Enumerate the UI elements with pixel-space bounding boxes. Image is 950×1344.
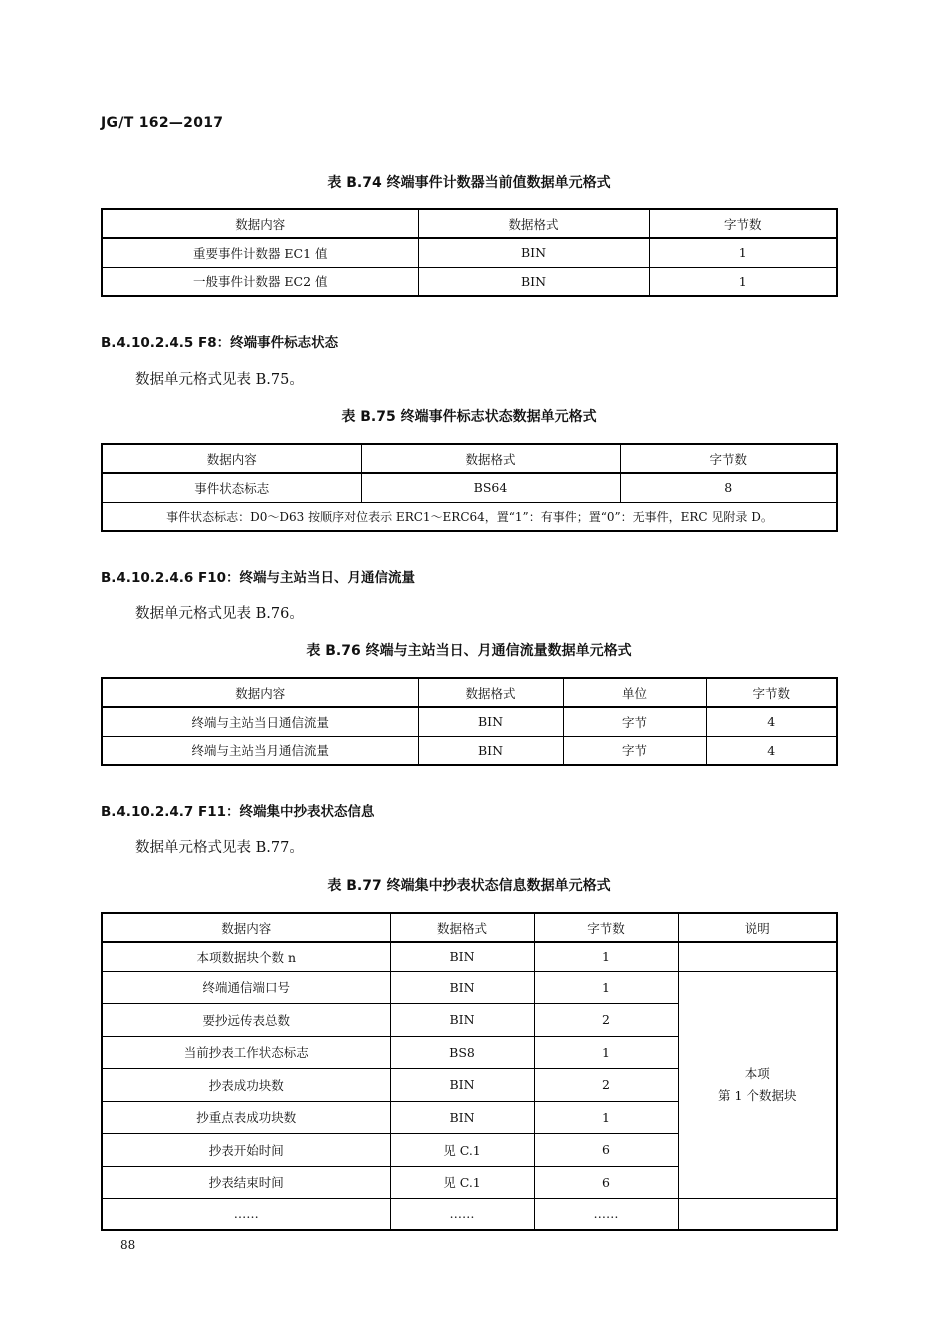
table-cell: BIN (390, 1003, 534, 1036)
table-cell: BIN (418, 707, 563, 736)
table-b76 (101, 677, 838, 766)
table-cell: 见 C.1 (390, 1166, 534, 1198)
table-cell: BIN (418, 267, 649, 296)
note-line: 第 1 个数据块 (718, 1087, 797, 1103)
table-cell: 抄表成功块数 (102, 1068, 390, 1101)
standard-id: JG/T 162—2017 (101, 115, 224, 131)
table-cell: 4 (706, 707, 837, 736)
table-cell: BIN (390, 971, 534, 1003)
table-cell: 6 (534, 1166, 678, 1198)
table-header-cell: 数据内容 (102, 444, 361, 473)
table-cell: 2 (534, 1068, 678, 1101)
table-cell: 本项数据块个数 n (102, 942, 390, 971)
table-header-cell: 数据格式 (418, 209, 649, 238)
section-heading-f11: B.4.10.2.4.7 F11：终端集中抄表状态信息 (101, 804, 375, 820)
table-row (102, 238, 837, 267)
table-header-cell: 数据格式 (361, 444, 620, 473)
table-cell: 一般事件计数器 EC2 值 (102, 267, 418, 296)
table-header-cell: 数据内容 (102, 209, 418, 238)
section-heading-f8: B.4.10.2.4.5 F8：终端事件标志状态 (101, 335, 339, 351)
table-header-cell: 字节数 (620, 444, 837, 473)
table-b74 (101, 208, 838, 297)
note-line: 本项 (744, 1065, 770, 1081)
table-cell: 抄表结束时间 (102, 1166, 390, 1198)
table-cell: BIN (390, 1068, 534, 1101)
table-cell: 事件状态标志 (102, 473, 361, 502)
table-cell: 6 (534, 1133, 678, 1166)
table-cell: 当前抄表工作状态标志 (102, 1036, 390, 1068)
table-b77 (101, 912, 838, 1231)
table-cell: 重要事件计数器 EC1 值 (102, 238, 418, 267)
table-note: 事件状态标志：D0～D63 按顺序对位表示 ERC1～ERC64，置“1”：有事件；置“0”：无事件，ERC 见附录 D。 (102, 502, 837, 531)
table-b77-caption: 表 B.77 终端集中抄表状态信息数据单元格式 (327, 878, 611, 894)
table-note-row (102, 502, 837, 531)
table-cell: 1 (649, 238, 837, 267)
table-header-cell: 数据内容 (102, 678, 418, 707)
table-cell: 字节 (563, 736, 706, 765)
table-cell: 抄重点表成功块数 (102, 1101, 390, 1133)
table-cell: 字节 (563, 707, 706, 736)
table-cell: 2 (534, 1003, 678, 1036)
table-cell: 8 (620, 473, 837, 502)
table-cell: …… (390, 1198, 534, 1230)
table-row (102, 473, 837, 502)
table-cell: BS8 (390, 1036, 534, 1068)
table-b74-caption: 表 B.74 终端事件计数器当前值数据单元格式 (327, 175, 611, 191)
table-header-cell: 字节数 (649, 209, 837, 238)
table-row (102, 942, 837, 971)
table-cell (678, 942, 837, 971)
table-cell: 1 (534, 942, 678, 971)
table-cell (678, 1198, 837, 1230)
table-header-cell: 说明 (678, 913, 837, 942)
table-cell: 终端与主站当日通信流量 (102, 707, 418, 736)
table-cell: BIN (390, 1101, 534, 1133)
section-paragraph-f10: 数据单元格式见表 B.76。 (135, 606, 304, 622)
table-cell: 见 C.1 (390, 1133, 534, 1166)
table-header-cell: 数据格式 (390, 913, 534, 942)
table-cell: 抄表开始时间 (102, 1133, 390, 1166)
table-cell: …… (534, 1198, 678, 1230)
table-cell: 1 (534, 1101, 678, 1133)
table-cell: 4 (706, 736, 837, 765)
table-b75-caption: 表 B.75 终端事件标志状态数据单元格式 (341, 409, 597, 425)
table-cell: 1 (534, 971, 678, 1003)
table-cell: …… (102, 1198, 390, 1230)
table-cell: BIN (418, 238, 649, 267)
table-row (102, 1198, 837, 1230)
table-row (102, 971, 837, 1003)
table-cell: 要抄远传表总数 (102, 1003, 390, 1036)
table-header-cell: 字节数 (534, 913, 678, 942)
table-cell: BIN (418, 736, 563, 765)
table-cell: 1 (534, 1036, 678, 1068)
table-b76-caption: 表 B.76 终端与主站当日、月通信流量数据单元格式 (306, 643, 632, 659)
section-paragraph-f11: 数据单元格式见表 B.77。 (135, 840, 304, 856)
table-cell: 终端与主站当月通信流量 (102, 736, 418, 765)
table-header-cell: 单位 (563, 678, 706, 707)
table-header-cell: 数据格式 (418, 678, 563, 707)
table-cell: BS64 (361, 473, 620, 502)
table-row (102, 707, 837, 736)
section-paragraph-f8: 数据单元格式见表 B.75。 (135, 372, 304, 388)
table-header-cell: 数据内容 (102, 913, 390, 942)
table-cell: BIN (390, 942, 534, 971)
table-row (102, 736, 837, 765)
table-row (102, 267, 837, 296)
table-cell: 终端通信端口号 (102, 971, 390, 1003)
table-b75 (101, 443, 838, 532)
page-number: 88 (120, 1238, 136, 1252)
table-header-cell: 字节数 (706, 678, 837, 707)
table-note-cell (678, 971, 837, 1198)
table-cell: 1 (649, 267, 837, 296)
section-heading-f10: B.4.10.2.4.6 F10：终端与主站当日、月通信流量 (101, 570, 415, 586)
